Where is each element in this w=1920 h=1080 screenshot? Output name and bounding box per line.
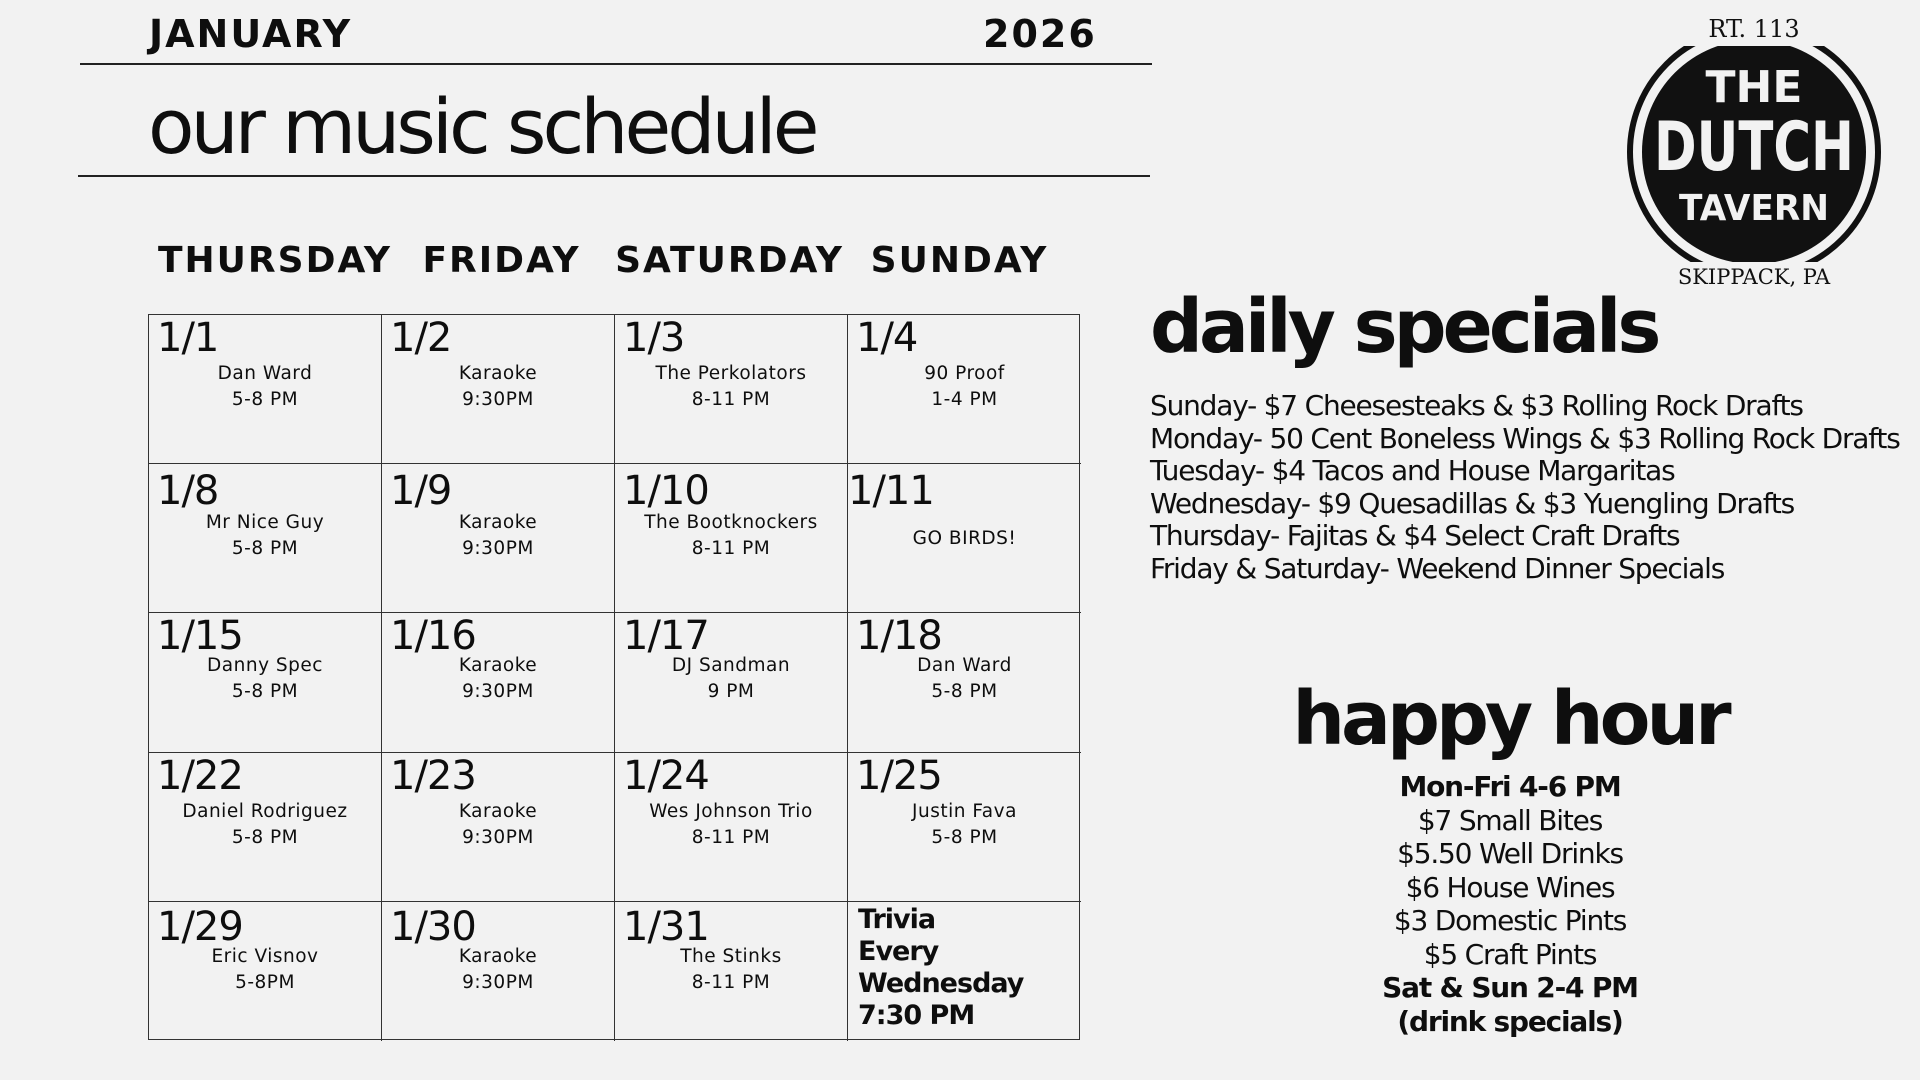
calendar-cell (848, 315, 1081, 464)
cell-act: The Perkolators (655, 363, 807, 384)
cell-act: Mr Nice Guy (205, 512, 325, 533)
special-item: Wednesday- $9 Quesadillas & $3 Yuengling Drafts (1150, 486, 1795, 520)
cell-date: 1/11 (848, 468, 934, 514)
calendar-cell (382, 464, 615, 613)
cell-date: 1/2 (390, 315, 452, 361)
cell-act: Eric Visnov (211, 946, 319, 967)
cell-act: Wes Johnson Trio (649, 801, 813, 822)
happy-hour-item: $5.50 Well Drinks (1397, 837, 1623, 870)
cell-act: Danny Spec (207, 655, 323, 676)
cell-date: 1/23 (390, 753, 476, 799)
cell-date: 1/29 (157, 904, 243, 950)
cell-act: Karaoke (458, 363, 538, 384)
cell-time: 9:30PM (462, 972, 534, 993)
cell-act: The Stinks (680, 946, 782, 967)
trivia-cell (848, 902, 1081, 1041)
header-divider-bottom (78, 175, 1150, 177)
logo-line1: THE (1705, 62, 1803, 113)
cell-time: 5-8 PM (231, 681, 299, 702)
day-header-friday: FRIDAY (422, 240, 581, 281)
cell-time: 8-11 PM (691, 538, 771, 559)
cell-date: 1/17 (623, 613, 709, 659)
cell-date: 1/24 (623, 753, 709, 799)
cell-date: 1/31 (623, 904, 709, 950)
cell-time: 5-8 PM (231, 827, 299, 848)
day-header-sunday: SUNDAY (870, 240, 1049, 281)
page-title: our music schedule (148, 82, 816, 171)
special-item: Tuesday- $4 Tacos and House Margaritas (1150, 454, 1675, 487)
logo-line3: TAVERN (1679, 188, 1829, 229)
happy-hour-item: $7 Small Bites (1417, 803, 1603, 837)
calendar-cell (615, 315, 848, 464)
cell-date: 1/18 (856, 613, 942, 659)
calendar-cell (615, 753, 848, 902)
cell-act: Justin Fava (912, 801, 1017, 822)
cell-date: 1/3 (623, 315, 685, 361)
cell-act: Dan Ward (217, 363, 313, 384)
cell-act: Karaoke (458, 801, 538, 822)
cell-time: 9:30PM (462, 538, 534, 559)
cell-date: 1/16 (390, 613, 476, 659)
cell-time: 5-8 PM (231, 389, 299, 410)
calendar-cell (382, 753, 615, 902)
happy-hour-item: $5 Craft Pints (1423, 937, 1597, 971)
cell-time: 8-11 PM (691, 972, 771, 993)
cell-date: 1/4 (856, 315, 918, 361)
cell-date: 1/22 (157, 753, 243, 799)
happy-hour-item: $6 House Wines (1405, 870, 1615, 904)
calendar-cell (382, 613, 615, 753)
special-item: Thursday- Fajitas & $4 Select Craft Drafts (1150, 519, 1680, 552)
day-header-thursday: THURSDAY (158, 240, 392, 281)
calendar-cell (848, 753, 1081, 902)
cell-time: 9:30PM (462, 681, 534, 702)
special-item: Friday & Saturday- Weekend Dinner Specials (1150, 551, 1725, 585)
cell-time: 1-4 PM (931, 389, 998, 410)
happy-hour-heading: happy hour (1292, 676, 1728, 762)
logo-line2: DUTCH (1654, 108, 1854, 187)
calendar-cell (615, 464, 848, 613)
month-label: JANUARY (149, 12, 353, 56)
happy-hour-list (1300, 770, 1720, 1038)
cell-time: 8-11 PM (691, 827, 771, 848)
happy-hour-weekend: Sat & Sun 2-4 PM (1382, 971, 1638, 1004)
cell-time: 9 PM (707, 681, 755, 702)
header-divider-top (80, 63, 1152, 65)
cell-time: 9:30PM (462, 389, 534, 410)
cell-act: The Bootknockers (644, 512, 818, 533)
cell-act: Dan Ward (917, 655, 1012, 676)
cell-time: 5-8PM (235, 972, 295, 993)
calendar-cell (615, 902, 848, 1041)
cell-date: 1/1 (157, 315, 219, 361)
daily-specials-heading: daily specials (1150, 284, 1658, 370)
cell-date: 1/30 (390, 904, 476, 950)
calendar-cell (149, 464, 382, 613)
cell-date: 1/8 (157, 468, 219, 514)
calendar-cell (615, 613, 848, 753)
cell-act: 90 Proof (924, 363, 1005, 384)
happy-hour-weekend-note: (drink specials) (1397, 1004, 1623, 1038)
calendar-cell (848, 613, 1081, 753)
cell-act: Karaoke (458, 512, 538, 533)
cell-time: 5-8 PM (231, 538, 299, 559)
happy-hour-item: $3 Domestic Pints (1393, 904, 1627, 937)
cell-act: GO BIRDS! (912, 528, 1017, 549)
tavern-logo (1614, 12, 1894, 292)
cell-date: 1/10 (623, 468, 709, 514)
calendar-cell (149, 753, 382, 902)
logo-top-text: RT. 113 (1708, 15, 1800, 43)
cell-time: 9:30PM (462, 827, 534, 848)
calendar-cell (149, 613, 382, 753)
cell-date: 1/9 (390, 468, 452, 514)
day-header-saturday: SATURDAY (615, 240, 844, 281)
happy-hour-weekday: Mon-Fri 4-6 PM (1399, 770, 1621, 803)
trivia-note: Trivia Every Wednesday 7:30 PM (858, 904, 1024, 1031)
daily-specials-list (1150, 390, 1900, 585)
logo-bottom-text: SKIPPACK, PA (1677, 265, 1831, 289)
cell-act: Daniel Rodriguez (182, 801, 348, 822)
cell-time: 5-8 PM (931, 827, 998, 848)
calendar-cell (848, 464, 1081, 613)
calendar-cell (149, 315, 382, 464)
calendar-cell (382, 902, 615, 1041)
calendar-cell (149, 902, 382, 1041)
cell-time: 5-8 PM (931, 681, 998, 702)
cell-date: 1/15 (157, 613, 243, 659)
cell-act: DJ Sandman (671, 655, 791, 676)
cell-act: Karaoke (458, 655, 538, 676)
cell-time: 8-11 PM (691, 389, 771, 410)
year-label: 2026 (983, 12, 1097, 56)
special-item: Sunday- $7 Cheesesteaks & $3 Rolling Rock Drafts (1150, 389, 1803, 422)
calendar-cell (382, 315, 615, 464)
calendar-grid (148, 314, 1080, 1040)
cell-act: Karaoke (458, 946, 538, 967)
cell-date: 1/25 (856, 753, 942, 799)
special-item: Monday- 50 Cent Boneless Wings & $3 Rolling Rock Drafts (1150, 421, 1900, 455)
